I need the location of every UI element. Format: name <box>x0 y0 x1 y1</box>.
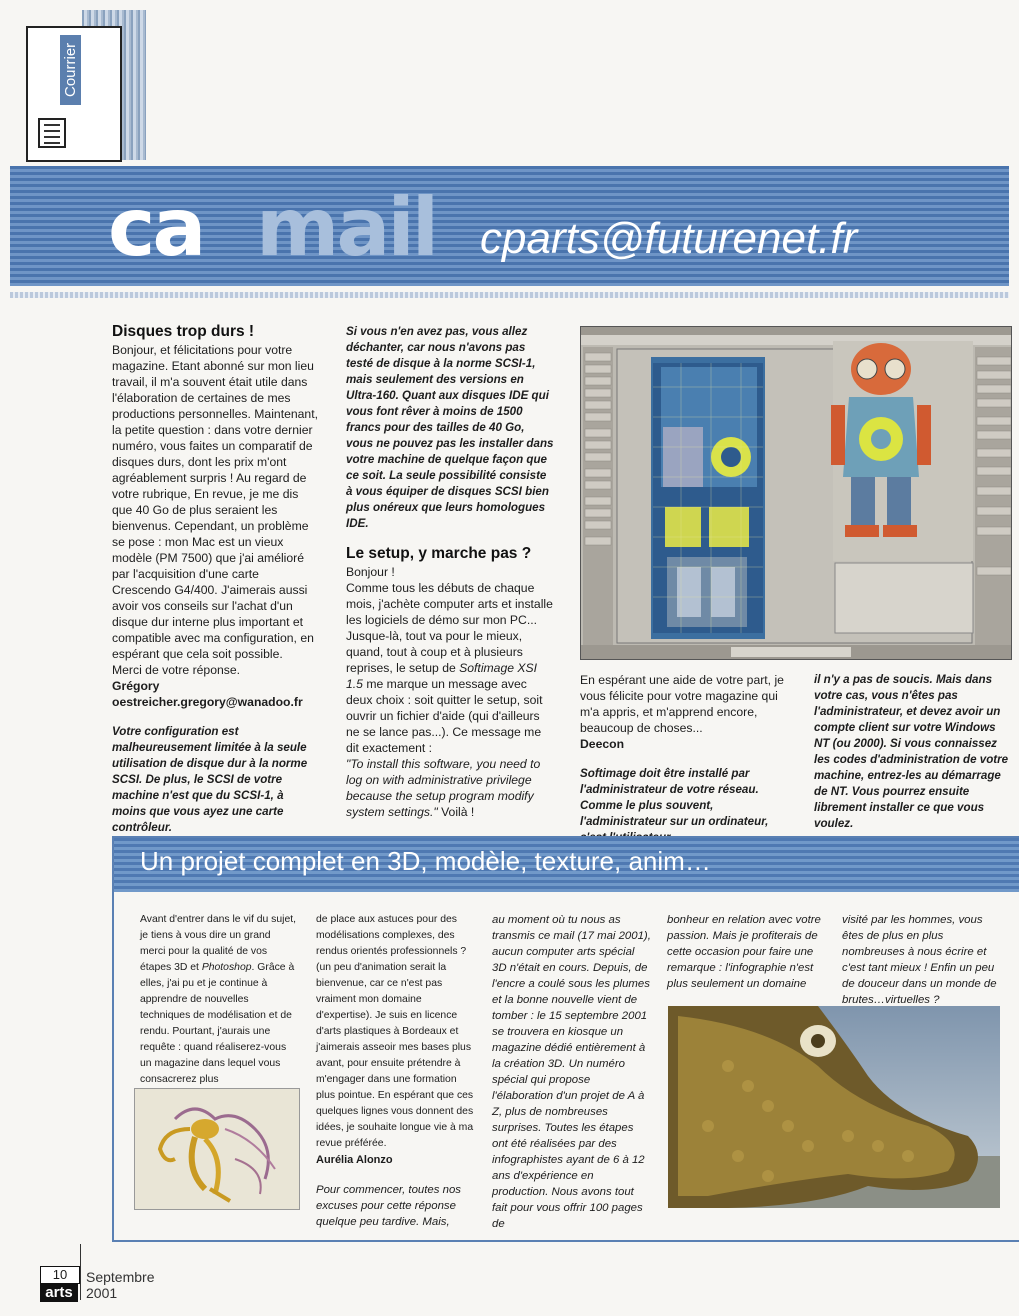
footer-brand: arts <box>40 1284 78 1302</box>
letter2-answer-part2: il n'y a pas de soucis. Mais dans votre cas, vous n'êtes pas l'administrateur, et devez avoir un compte client sur votre Windows NT (ou 2000). Si vous connaissez les codes d'administration de votre machine, entrez-les au démarrage de NT. Vous pourrez ensuite librement installer ce que vous voulez. <box>814 673 1009 830</box>
softimage-screenshot-image <box>581 327 1012 660</box>
footer-divider <box>80 1244 81 1300</box>
section2-col2-text: de place aux astuces pour des modélisations complexes, des rendus orientés professionnels ? (un peu d'animation serait la bienvenue, car ce n'est pas vraiment mon domaine d'expertise). Je suis en licence d'arts plastiques à Bordeaux et j'aimerais asseoir mes bases plus avant, pour ensuite prétendre à m'engager dans une formation plus pointue. En espérant que ces quelques lignes vous donnent des idées, je souhaite longue vie à ma revue préférée. <box>316 914 474 1149</box>
letter1-column <box>112 322 320 836</box>
section2-answer-part4: visité par les hommes, vous êtes de plus en plus nombreuses à nous écrire et c'est tant mieux ! Enfin un peu de douceur dans un monde de brutes…virtuelles ? <box>842 914 997 1006</box>
letter1-signature: Grégory <box>112 679 160 693</box>
software-screenshot <box>580 326 1012 660</box>
letter1-email[interactable]: oestreicher.gregory@wanadoo.fr <box>112 695 303 709</box>
letter2-signature: Deecon <box>580 737 625 751</box>
letter2-body3: En espérant une aide de votre part, je vous félicite pour votre magazine qui m'a appris, et m'apprend encore, beaucoup de choses... <box>580 673 784 735</box>
section2-col1-text-b: . Grâce à elles, j'ai pu et je continue à apprendre de nouvelles techniques de modélisation et de rendu. Pourtant, j'aurais une requête : quand réaliserez-vous un magazine dans lequel vous consacrerez plus <box>140 962 295 1085</box>
section2-answer-part3: bonheur en relation avec votre passion. Mais je profiterais de cette occasion pour faire une remarque : l'infographie n'est plus seulement un domaine <box>667 914 821 990</box>
section2-answer-col3 <box>492 912 652 1232</box>
header-banner <box>10 166 1009 286</box>
section2-signature: Aurélia Alonzo <box>316 1154 393 1166</box>
page-number: 10 <box>40 1266 80 1284</box>
section-title: Un projet complet en 3D, modèle, texture, anim… <box>140 846 711 876</box>
section2-col1-italic: Photoshop <box>201 962 252 973</box>
creature-render-image <box>134 1088 300 1210</box>
banner-email[interactable]: cparts@futurenet.fr <box>480 214 858 263</box>
section2-col1-text: Avant d'entrer dans le vif du sujet, je tiens à vous dire un grand merci pour la qualité de vos étapes 3D et <box>140 914 297 973</box>
letter2-answer-part1: Softimage doit être installé par l'administrateur de votre réseau. Comme le plus souvent, l'administrateur sur un ordinateur, <box>580 767 769 828</box>
letter1-body: Bonjour, et félicitations pour votre magazine. Etant abonné sur mon lieu travail, il m'a souvent était utile dans l'élaboration de certaines de mes productions personnelles. Maintenant, la petite question : dans votre dernier numéro, vous faites un comparatif de disques durs, dont les prix m'ont agréablement surpris ! Au regard de votre rubrique, En revue, je me dis que 40 Go de plus seraient les bienvenus. Cependant, un problème se pose : mon Mac est un vieux modèle (PM 7500) que j'ai amélioré par l'acquisition d'une carte Crescendo G4/400. J'aimerais aussi avoir vos conseils sur l'achat d'un disque dur interne plus important et compatible avec ma configuration, en espérant que cela soit possible. <box>112 343 318 661</box>
insect-creature-illustration <box>135 1089 299 1209</box>
document-icon <box>38 118 66 148</box>
section2-answer-col5 <box>842 912 1006 1008</box>
letter2-answer-column <box>814 672 1014 832</box>
letter2-software: Softimage XSI 1.5 <box>346 661 538 691</box>
section2-letter-col2 <box>316 912 476 1230</box>
letter2-greeting: Bonjour ! <box>346 565 395 579</box>
brand-mail: mail <box>256 181 437 274</box>
letter1-title: Disques trop durs ! <box>112 323 255 340</box>
letter2-voila: Voilà ! <box>437 805 475 819</box>
section-label: Courrier <box>60 35 81 105</box>
letter1-answer-part2: Si vous n'en avez pas, vous allez déchanter, car nous n'avons pas testé de disque à la norme SCSI-1, mais seulement des versions en Ultra-160. Quant aux disques IDE qui vous font rêver à moins de 1500 francs pour des tailles de 40 Go, vous ne pouvez pas les installer dans votre machine de quelque façon que ce soit. La seule possibilité consiste à vous équiper de disques SCSI bien plus onéreux que leurs homologues IDE. <box>346 325 554 530</box>
banner-divider <box>10 292 1009 298</box>
dragon-render-image <box>668 1006 1000 1208</box>
letter2-continued-column <box>580 672 785 846</box>
section2-answer-part2: au moment où tu nous as transmis ce mail (17 mai 2001), aucun computer arts spécial 3D n'était en cours. Depuis, de l'encre a coulé sous les plumes et la bonne nouvelle vient de tomber : le 15 septembre 2001 se trouvera en kiosque un magazine dédié entièrement à la création 3D. Un numéro spécial qui propose l'élaboration d'un projet de A à Z, plus de nombreuses surprises. Toutes les étapes ont été réalisées par des infographistes ayant de 6 à 12 ans d'expérience en production. Nous avons tout fait pour vous offrir 100 pages de <box>492 914 651 1230</box>
brand-ca: ca <box>108 181 204 274</box>
issue-date: Septembre 2001 <box>86 1269 155 1301</box>
section-tab <box>22 10 122 150</box>
letter1-answer-part1: Votre configuration est malheureusement limitée à la seule utilisation de disque dur à la norme SCSI. De plus, le SCSI de votre machine n'est que du SCSI-1, à moins que vous ayez une carte contrôleur. <box>112 725 308 834</box>
section2-letter-col1 <box>140 912 296 1088</box>
letter2-quote: "To install this software, you need to log on with administrative privilege because the setup program modify system settings." <box>346 757 541 819</box>
letter2-body1: Comme tous les débuts de chaque mois, j'achète computer arts et installe les logiciels de démo sur mon PC... Jusque-là, tout va pour le mieux, quand, tout à coup et à plusieurs reprises, le setup de <box>346 581 553 675</box>
section-title-bar <box>114 838 1019 892</box>
section2-answer-part1: Pour commencer, toutes nos excuses pour cette réponse quelque peu tardive. Mais, <box>316 1184 461 1228</box>
dragon-head-illustration <box>668 1006 1000 1208</box>
letter2-body2: me marque un message avec deux choix : soit quitter le setup, soit ouvrir un fichier d'aide (qui d'ailleurs ne se lance pas...). Ce message me dit exactement : <box>346 677 543 755</box>
letter1-continued-column <box>346 324 554 820</box>
section2-answer-col4 <box>667 912 827 992</box>
letter2-title: Le setup, y marche pas ? <box>346 545 532 562</box>
letter1-thanks: Merci de votre réponse. <box>112 663 241 677</box>
